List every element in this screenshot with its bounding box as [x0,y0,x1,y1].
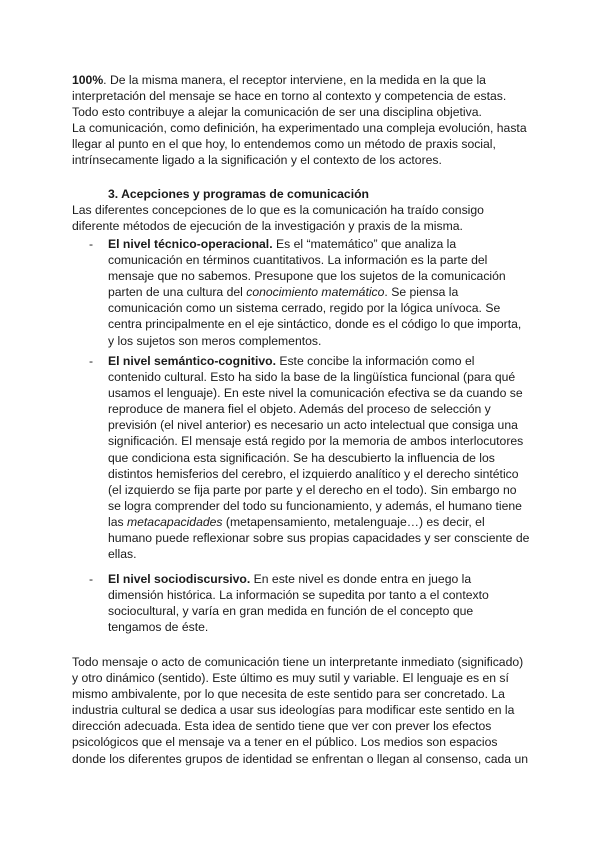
text-line: La comunicación, como definición, ha experimentado una compleja evolución, hasta [72,121,527,136]
bullet-text [108,353,538,562]
text-line: psicológicos que el mensaje va a tener en el público. Los medios son espacios [72,735,498,750]
text-span: Este concibe la información como el [275,354,475,368]
bullet-dash: - [89,572,94,586]
bullet-text [108,236,538,349]
section-heading: 3. Acepciones y programas de comunicación [108,187,369,201]
bullet-text [108,571,538,635]
text-line: mensaje que no sabemos. Presupone que los sujetos de la comunicación [108,269,506,284]
text-line: donde los diferentes grupos de identidad se enfrentan o llegan al consenso, cada un [72,751,529,766]
bold-text: El nivel técnico-operacional. [108,237,273,251]
text-span: . Se piensa la [384,285,459,300]
bold-text: El nivel sociodiscursivo. [108,572,251,586]
text-line: dimensión histórica. La información se supedita por tanto a el contexto [108,588,489,603]
italic-text: conocimiento matemático [246,285,385,300]
text-line: mismo ambivalente, por lo que necesita de este sentido para ser concretado. La [72,687,505,702]
text-line: diferente métodos de ejecución de la investigación y praxis de la misma. [72,219,463,234]
text-line: tengamos de éste. [108,620,209,635]
bullet-dash: - [89,354,94,368]
text-line: distintos hemisferios del cerebro, el izquierdo analítico y el derecho sintético [108,466,519,481]
text-line: y los sujetos son meros complementos. [108,333,322,348]
text-span: . De la misma manera, el receptor interviene, en la medida en la que la [103,73,486,87]
text-line: reproduce de manera fiel el objeto. Además del proceso de selección y [108,402,491,417]
section [72,186,532,234]
text-span: las [108,514,127,529]
bullet-dash: - [89,237,94,251]
text-span: En este nivel es donde entra en juego la [250,572,472,586]
text-line [108,284,538,300]
text-span: parten de una cultura del [108,285,247,300]
text-line: Todo esto contribuye a alejar la comunicación de ser una disciplina objetiva. [72,105,482,120]
text-line: industria cultural se dedica a usar sus ideologías para modificar este sentido en la [72,703,515,718]
text-line: Las diferentes concepciones de lo que es la comunicación ha traído consigo [72,203,484,218]
text-line [108,571,538,587]
text-line [72,72,532,88]
text-line: (el izquierdo se fija parte por parte y el derecho en el todo). Sin embargo no [108,482,517,497]
text-line: significación. El mensaje está regido por la memoria de ambos interlocutores [108,434,524,449]
text-line: sociocultural, y varía en gran medida en función de el concepto que [108,604,474,619]
text-line [108,353,538,369]
text-line: llegar al punto en el que hoy, lo entendemos como un método de praxis social, [72,137,496,152]
text-line: comunicación como un sistema cerrado, regido por la lógica unívoca. Se [108,301,501,316]
text-line [108,514,538,530]
text-line: Todo mensaje o acto de comunicación tiene un interpretante inmediato (significado) [72,655,524,669]
text-line: contenido cultural. Esto ha sido la base de la lingüística funcional (para qué [108,370,516,385]
text-span: (metapensamiento, metalenguaje…) es decir, el [222,514,485,529]
text-line [108,236,538,252]
text-line: interpretación del mensaje se hace en torno al contexto y competencia de estas. [72,89,507,104]
text-line: se logra comprender del todo su funcionamiento, y además, el humano tiene [108,498,522,513]
text-line: dirección adecuada. Esta idea de sentido tiene que ver con prever los efectos [72,719,492,734]
text-line: centra principalmente en el eje sintáctico, donde es el código lo que importa, [108,317,522,332]
intro-paragraph [72,72,532,169]
bold-text: El nivel semántico-cognitivo. [108,354,276,368]
text-line: usamos el lenguaje). En este nivel la comunicación efectiva se da cuando se [108,386,523,401]
text-line: ellas. [108,547,137,562]
text-line: que condiciona esta significación. Se ha descubierto la influencia de los [108,450,495,465]
text-line: comunicación en términos cuantitativos. La información es la parte del [108,253,488,268]
text-line: intrínsecamente ligado a la significación y el contexto de los actores. [72,153,442,168]
text-span: Es el “matemático” que analiza la [272,237,457,251]
closing-paragraph [72,654,532,767]
text-line: previsión (el nivel anterior) es necesario un acto intelectual que consiga una [108,418,518,433]
text-line: y otro dinámico (sentido). Este último es muy sutil y variable. El lenguaje es en sí [72,671,509,686]
bold-text: 100% [72,73,104,87]
text-line: humano puede reflexionar sobre sus propias capacidades y ser consciente de [108,531,530,546]
italic-text: metacapacidades [126,514,223,529]
